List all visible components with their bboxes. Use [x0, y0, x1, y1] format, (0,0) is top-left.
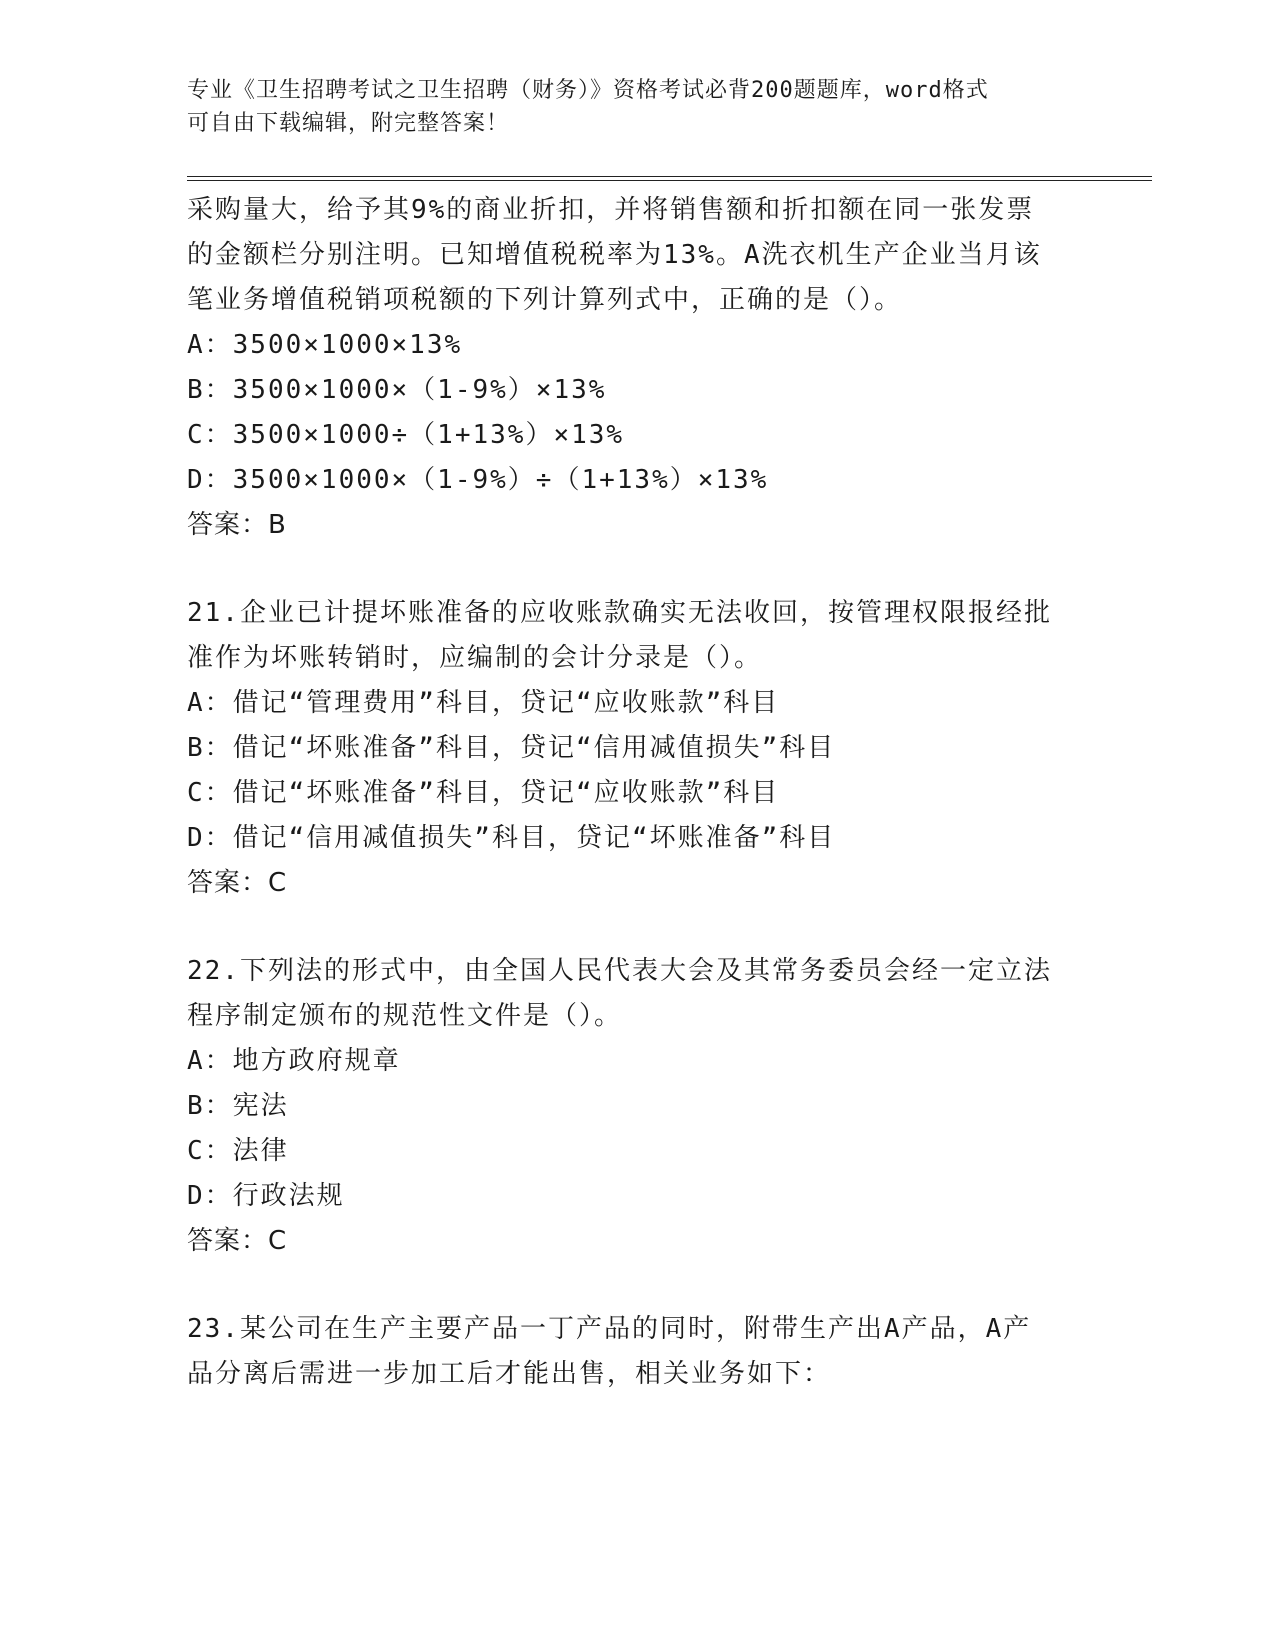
question-continuation: [187, 188, 1087, 548]
question-23: [187, 1307, 1087, 1397]
question-stem-line: 23.某公司在生产主要产品一丁产品的同时，附带生产出A产品，A产: [187, 1314, 1032, 1344]
page-header: [187, 74, 1087, 140]
question-stem-line: 程序制定颁布的规范性文件是（）。: [187, 1001, 623, 1031]
document-body: [187, 188, 1087, 1397]
option-b: B：借记“坏账准备”科目，贷记“信用减值损失”科目: [187, 733, 836, 763]
option-b: B：3500×1000×（1-9%）×13%: [187, 375, 607, 405]
question-stem-line: 准作为坏账转销时，应编制的会计分录是（）。: [187, 643, 763, 673]
header-line: 可自由下载编辑，附完整答案！: [187, 111, 510, 136]
answer-line: 答案：C: [187, 868, 288, 898]
option-d: D：3500×1000×（1-9%）÷（1+13%）×13%: [187, 465, 769, 495]
header-double-rule: [187, 176, 1152, 177]
question-stem-line: 笔业务增值税销项税额的下列计算列式中，正确的是（）。: [187, 285, 903, 315]
answer-line: 答案：B: [187, 510, 287, 540]
option-a: A：借记“管理费用”科目，贷记“应收账款”科目: [187, 688, 780, 718]
question-stem-line: 21.企业已计提坏账准备的应收账款确实无法收回，按管理权限报经批: [187, 598, 1052, 628]
option-d: D：行政法规: [187, 1181, 345, 1211]
question-22: [187, 949, 1087, 1264]
option-c: C：法律: [187, 1136, 289, 1166]
option-c: C：借记“坏账准备”科目，贷记“应收账款”科目: [187, 778, 780, 808]
question-stem-line: 品分离后需进一步加工后才能出售，相关业务如下：: [187, 1359, 832, 1389]
question-stem-line: 22.下列法的形式中，由全国人民代表大会及其常务委员会经一定立法: [187, 956, 1052, 986]
option-a: A：3500×1000×13%: [187, 330, 463, 360]
question-stem-line: 的金额栏分别注明。已知增值税税率为13%。A洗衣机生产企业当月该: [187, 240, 1042, 270]
option-c: C：3500×1000÷（1+13%）×13%: [187, 420, 625, 450]
option-b: B：宪法: [187, 1091, 289, 1121]
answer-line: 答案：C: [187, 1226, 288, 1256]
header-line: 专业《卫生招聘考试之卫生招聘（财务）》资格考试必背200题题库，word格式: [187, 78, 989, 103]
option-d: D：借记“信用减值损失”科目，贷记“坏账准备”科目: [187, 823, 836, 853]
question-stem-line: 采购量大，给予其9%的商业折扣，并将销售额和折扣额在同一张发票: [187, 195, 1035, 225]
question-21: [187, 591, 1087, 906]
option-a: A：地方政府规章: [187, 1046, 401, 1076]
